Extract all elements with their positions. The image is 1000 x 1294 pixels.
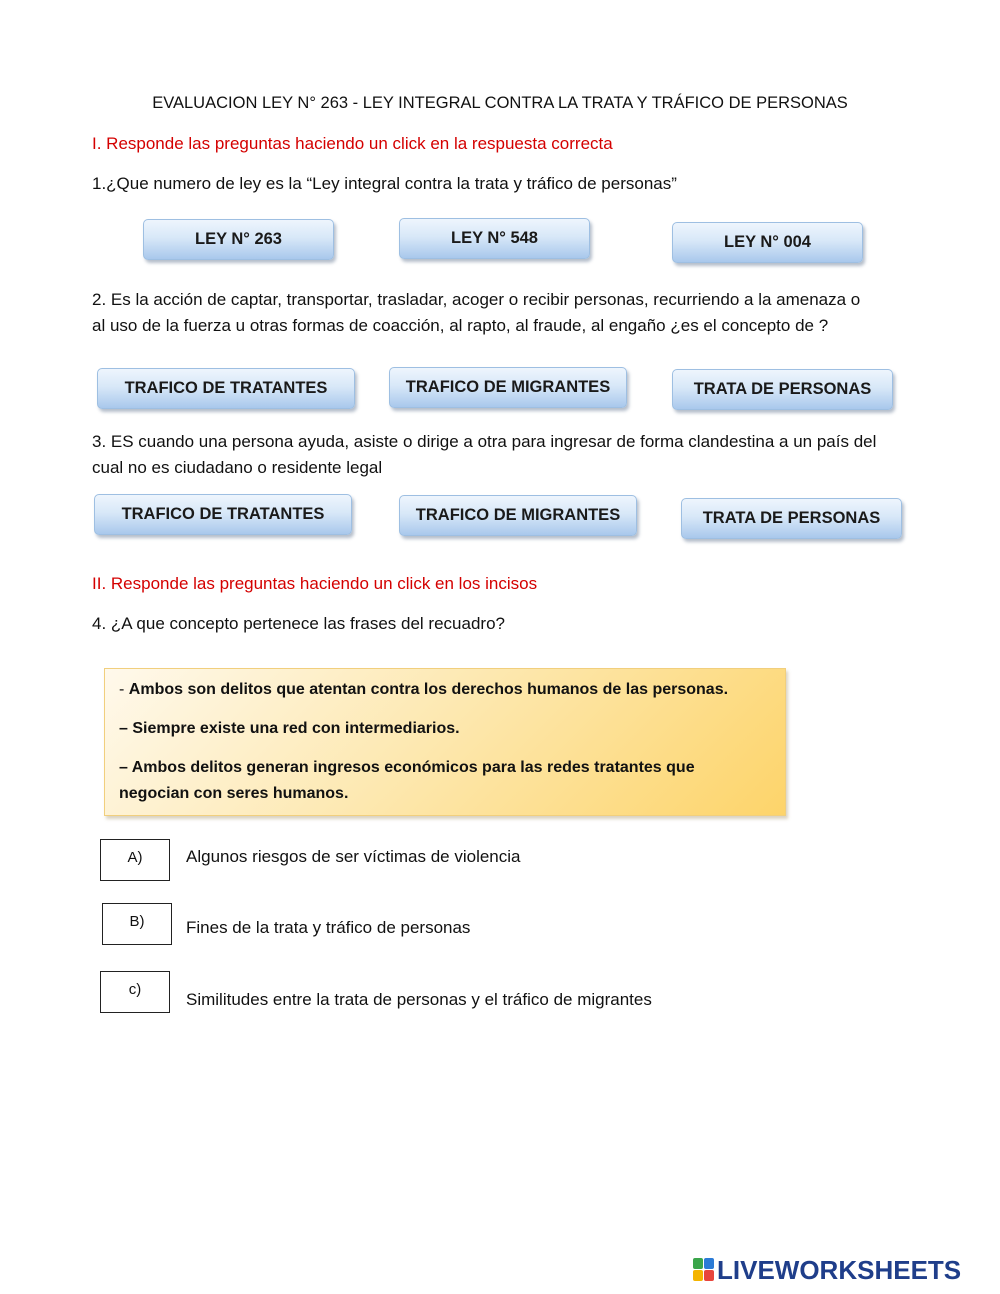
- liveworksheets-logo: [693, 1254, 961, 1286]
- section2-instruction: II. Responde las preguntas haciendo un click en los incisos: [92, 574, 538, 593]
- q2-option-3-button[interactable]: TRATA DE PERSONAS: [672, 369, 893, 410]
- question-3: [92, 429, 876, 481]
- choice-a-box[interactable]: A): [100, 839, 170, 881]
- q1-option-2-button[interactable]: LEY N° 548: [399, 218, 590, 259]
- quote-line-3: – Ambos delitos generan ingresos económicos para las redes tratantes que: [119, 759, 695, 776]
- quote-box: [104, 668, 786, 816]
- question-2-line-2: al uso de la fuerza u otras formas de coacción, al rapto, al fraude, al engaño ¿es el concepto de ?: [92, 316, 829, 335]
- question-3-line-1: 3. ES cuando una persona ayuda, asiste o dirige a otra para ingresar de forma clandestina a un país del: [92, 432, 877, 451]
- choice-c-text: Similitudes entre la trata de personas y el tráfico de migrantes: [186, 990, 652, 1009]
- question-2-line-1: 2. Es la acción de captar, transportar, trasladar, acoger o recibir personas, recurriendo a la amenaza o: [92, 290, 861, 309]
- q2-option-1-button[interactable]: TRAFICO DE TRATANTES: [97, 368, 355, 409]
- page-title: EVALUACION LEY N° 263 - LEY INTEGRAL CONTRA LA TRATA Y TRÁFICO DE PERSONAS: [152, 94, 848, 112]
- q3-option-3-button[interactable]: TRATA DE PERSONAS: [681, 498, 902, 539]
- choice-c-box[interactable]: c): [100, 971, 170, 1013]
- q3-option-2-button[interactable]: TRAFICO DE MIGRANTES: [399, 495, 637, 536]
- quote-line-1: - Ambos son delitos que atentan contra los derechos humanos de las personas.: [119, 681, 729, 698]
- q1-option-3-button[interactable]: LEY N° 004: [672, 222, 863, 263]
- logo-text: LIVEWORKSHEETS: [717, 1254, 962, 1285]
- question-4: 4. ¿A que concepto pertenece las frases del recuadro?: [92, 614, 505, 633]
- section1-instruction: I. Responde las preguntas haciendo un click en la respuesta correcta: [92, 134, 613, 153]
- quote-line-2: – Siempre existe una red con intermediarios.: [119, 720, 460, 737]
- q2-option-2-button[interactable]: TRAFICO DE MIGRANTES: [389, 367, 627, 408]
- question-2: [92, 287, 860, 339]
- question-1: 1.¿Que numero de ley es la “Ley integral contra la trata y tráfico de personas”: [92, 174, 677, 193]
- choice-b-text: Fines de la trata y tráfico de personas: [186, 918, 471, 937]
- liveworksheets-mark-icon: [693, 1258, 715, 1282]
- choice-b-box[interactable]: B): [102, 903, 172, 945]
- question-3-line-2: cual no es ciudadano o residente legal: [92, 458, 383, 477]
- quote-line-4: negocian con seres humanos.: [119, 785, 349, 802]
- choice-a-text: Algunos riesgos de ser víctimas de violencia: [186, 847, 521, 866]
- q3-option-1-button[interactable]: TRAFICO DE TRATANTES: [94, 494, 352, 535]
- q1-option-1-button[interactable]: LEY N° 263: [143, 219, 334, 260]
